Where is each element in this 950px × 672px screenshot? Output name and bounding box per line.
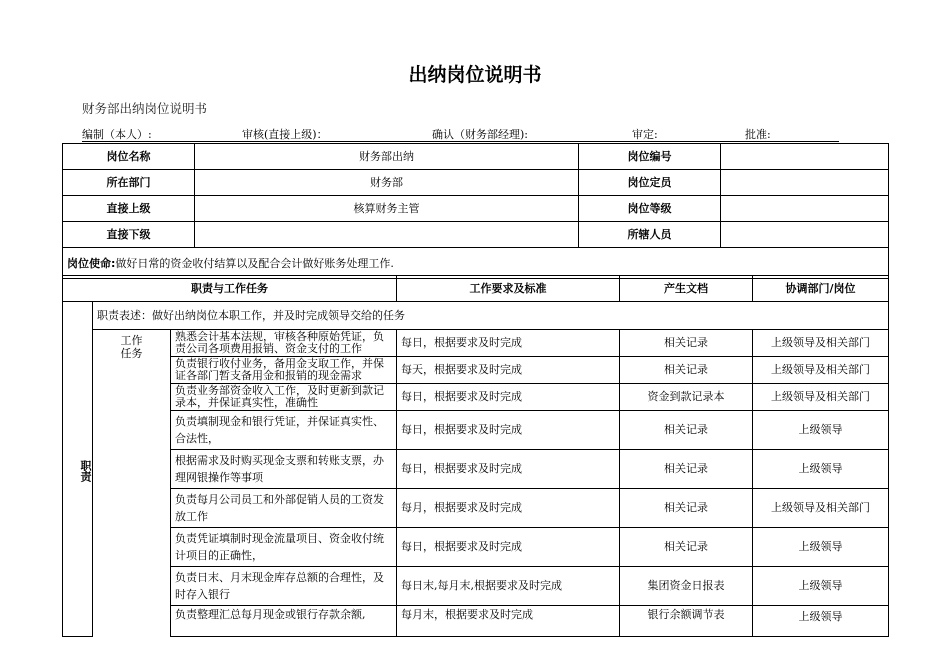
document-title: 出纳岗位说明书	[408, 64, 542, 86]
task-document: 集团资金日报表	[620, 567, 753, 606]
sign-approve: 批准:	[745, 128, 771, 141]
table-header-row	[63, 276, 889, 302]
task-requirement: 每日，根据要求及时完成	[397, 330, 620, 357]
field-value	[721, 144, 889, 170]
task-requirement: 每天，根据要求及时完成	[397, 357, 620, 384]
task-requirement: 每日，根据要求及时完成	[397, 411, 620, 450]
table-row	[63, 330, 889, 357]
table-row	[63, 567, 889, 606]
table-row	[63, 450, 889, 489]
sign-review: 审核(直接上级)：	[242, 128, 328, 141]
task-document: 相关记录	[620, 489, 753, 528]
task-text: 负责业务部资金收入工作，及时更新到款记录本，并保证真实性，准确性	[171, 384, 397, 411]
duties-summary: 职责表述：做好出纳岗位本职工作，并及时完成领导交给的任务	[93, 302, 889, 330]
task-text: 负责每月公司员工和外部促销人员的工资发放工作	[171, 489, 397, 528]
task-department: 上级领导	[753, 606, 889, 637]
task-department: 上级领导	[753, 450, 889, 489]
task-document: 银行余额调节表	[620, 606, 753, 637]
task-label-cell	[93, 330, 171, 637]
table-row	[63, 170, 889, 196]
task-department: 上级领导	[753, 567, 889, 606]
table-row	[63, 357, 889, 384]
table-row	[63, 384, 889, 411]
task-text: 负责凭证填制时现金流量项目、资金收付统计项目的正确性，	[171, 528, 397, 567]
task-requirement: 每日末,每月末,根据要求及时完成	[397, 567, 620, 606]
field-label: 岗位等级	[579, 196, 721, 222]
task-text: 熟悉会计基本法规，审核各种原始凭证，负责公司各项费用报销、资金支付的工作	[171, 330, 397, 357]
mission-row	[63, 248, 889, 279]
field-value: 核算财务主管	[195, 196, 579, 222]
document-subtitle: 财务部出纳岗位说明书	[82, 101, 208, 116]
field-label: 岗位编号	[579, 144, 721, 170]
task-department: 上级领导及相关部门	[753, 384, 889, 411]
field-value	[721, 222, 889, 248]
sign-confirm: 确认（财务部经理):	[432, 128, 528, 141]
mission-cell	[63, 248, 889, 279]
task-document: 相关记录	[620, 450, 753, 489]
task-requirement: 每日，根据要求及时完成	[397, 528, 620, 567]
mission-text: 做好日常的资金收付结算以及配合会计做好账务处理工作.	[115, 256, 394, 270]
task-requirement: 每日，根据要求及时完成	[397, 450, 620, 489]
mission-label: 岗位使命:	[67, 256, 116, 270]
duties-side-label: 职责	[63, 302, 93, 637]
field-label: 直接上级	[63, 196, 195, 222]
field-value: 财务部出纳	[195, 144, 579, 170]
task-department: 上级领导及相关部门	[753, 489, 889, 528]
task-label: 工作任务	[120, 334, 143, 360]
task-text: 根据需求及时购买现金支票和转账支票，办理网银操作等事项	[171, 450, 397, 489]
duties-table	[62, 275, 889, 637]
task-document: 相关记录	[620, 330, 753, 357]
task-requirement: 每日，根据要求及时完成	[397, 384, 620, 411]
task-text: 负责日末、月末现金库存总额的合理性，及时存入银行	[171, 567, 397, 606]
table-row	[63, 196, 889, 222]
field-label: 所在部门	[63, 170, 195, 196]
table-row	[63, 606, 889, 637]
table-row	[63, 489, 889, 528]
column-header: 工作要求及标准	[397, 276, 620, 302]
field-label: 所辖人员	[579, 222, 721, 248]
table-row	[63, 411, 889, 450]
field-label: 直接下级	[63, 222, 195, 248]
position-info-table	[62, 143, 889, 279]
field-value	[721, 170, 889, 196]
task-text: 负责整理汇总每月现金或银行存款余额,	[171, 606, 397, 637]
table-row	[63, 144, 889, 170]
table-row	[63, 222, 889, 248]
signature-row	[82, 126, 839, 142]
field-label: 岗位名称	[63, 144, 195, 170]
task-document: 资金到款记录本	[620, 384, 753, 411]
task-department: 上级领导及相关部门	[753, 330, 889, 357]
task-document: 相关记录	[620, 528, 753, 567]
task-text: 负责填制现金和银行凭证，并保证真实性、合法性，	[171, 411, 397, 450]
task-department: 上级领导及相关部门	[753, 357, 889, 384]
task-document: 相关记录	[620, 411, 753, 450]
sign-approve-check: 审定:	[632, 128, 658, 141]
table-row	[63, 528, 889, 567]
column-header: 协调部门/岗位	[753, 276, 889, 302]
field-value: 财务部	[195, 170, 579, 196]
task-text: 负责银行收付业务，备用金支取工作，并保证各部门暂支备用金和报销的现金需求	[171, 357, 397, 384]
task-document: 相关记录	[620, 357, 753, 384]
column-header: 职责与工作任务	[63, 276, 397, 302]
task-department: 上级领导	[753, 411, 889, 450]
task-requirement: 每月，根据要求及时完成	[397, 489, 620, 528]
task-requirement: 每月末，根据要求及时完成	[397, 606, 620, 637]
field-value	[195, 222, 579, 248]
field-label: 岗位定员	[579, 170, 721, 196]
field-value	[721, 196, 889, 222]
task-department: 上级领导	[753, 528, 889, 567]
column-header: 产生文档	[620, 276, 753, 302]
table-row	[63, 302, 889, 330]
sign-compile: 编制（本人）:	[82, 128, 152, 141]
